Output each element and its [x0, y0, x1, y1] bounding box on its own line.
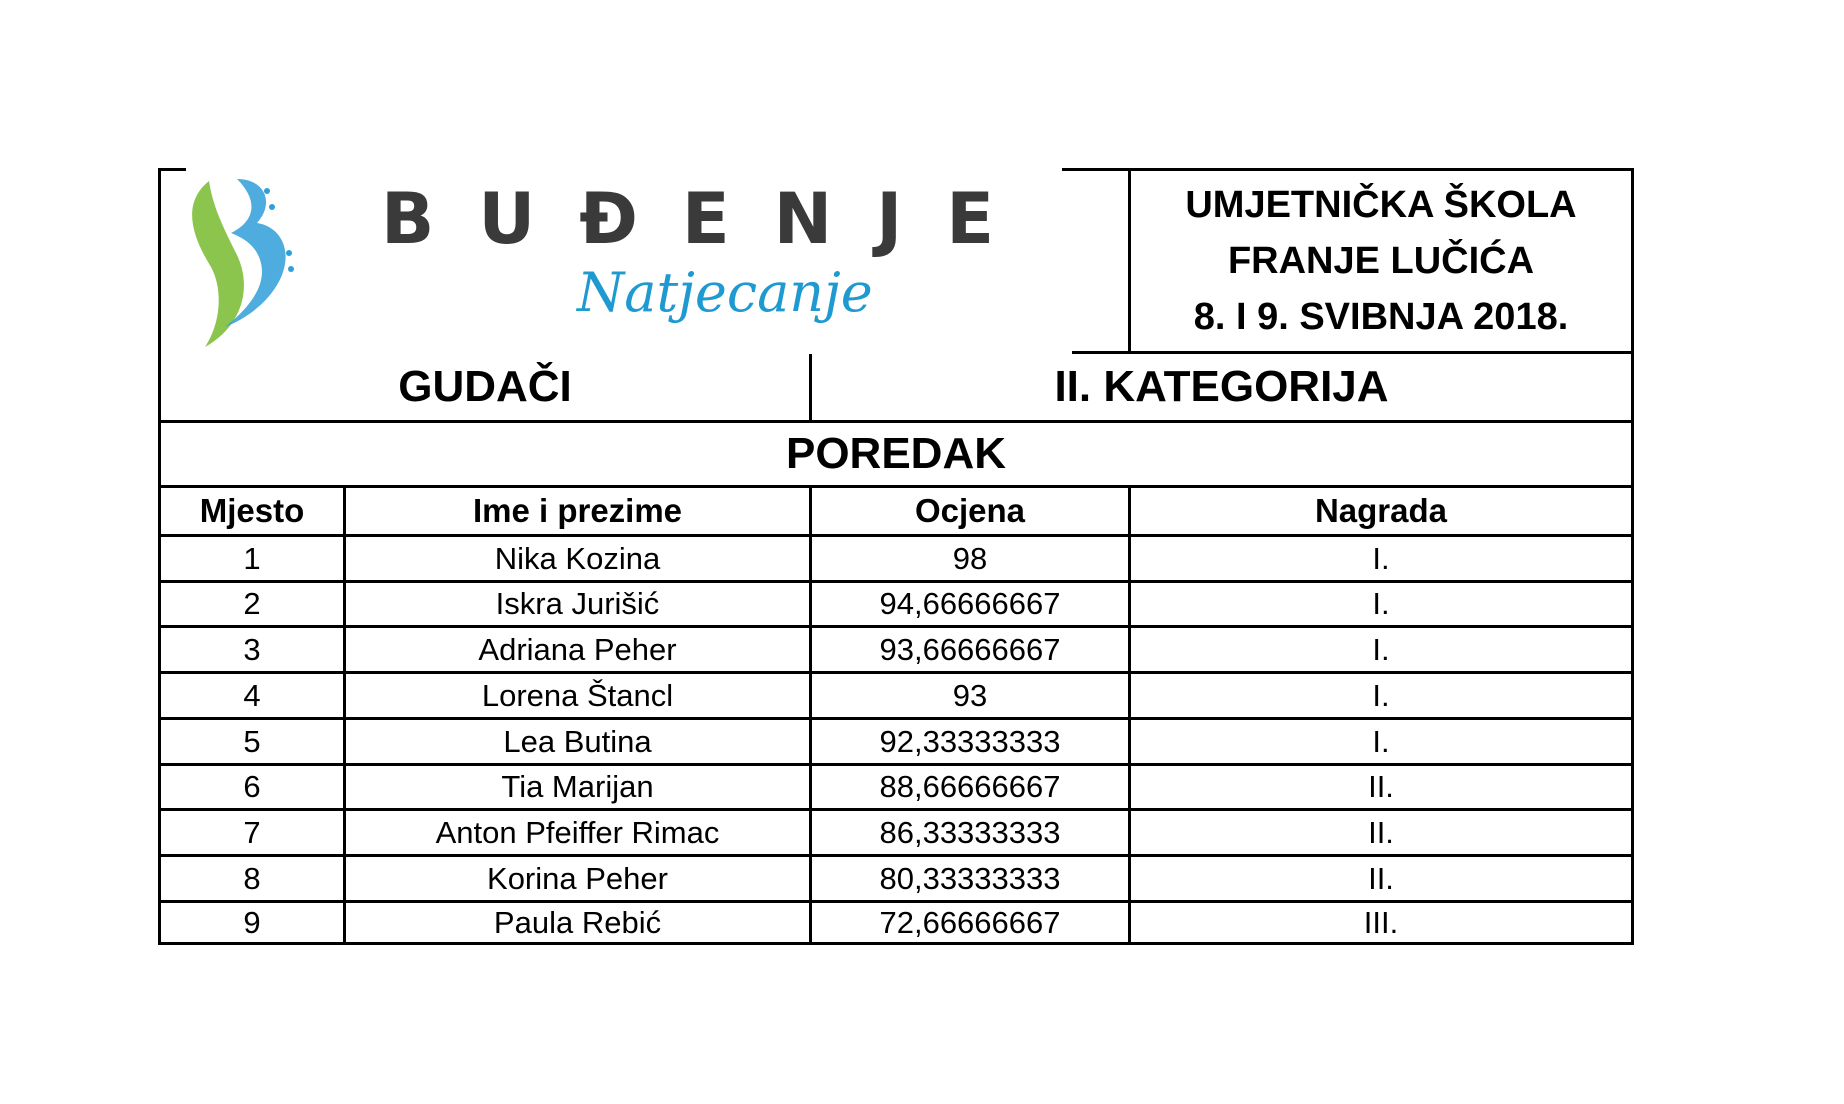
cell-score: 88,66666667 — [879, 769, 1061, 804]
results-sheet — [158, 168, 1634, 945]
competition-logo — [161, 171, 1072, 354]
cell-name: Lorena Štancl — [481, 677, 674, 713]
section-title: POREDAK — [785, 429, 1007, 478]
cell-score: 93 — [952, 677, 988, 713]
cell-place: 7 — [243, 814, 261, 850]
cell-place: 9 — [243, 904, 261, 940]
cell-award: I. — [1372, 540, 1390, 576]
cell-name: Iskra Jurišić — [495, 586, 660, 621]
logo-wordmark: BUĐENJE — [381, 178, 1039, 260]
cell-place: 5 — [243, 723, 261, 759]
cell-award: II. — [1368, 769, 1394, 804]
cell-name: Lea Butina — [503, 723, 652, 759]
cell-name: Anton Pfeiffer Rimac — [435, 814, 720, 850]
column-header-score: Ocjena — [914, 492, 1026, 529]
cell-name: Tia Marijan — [501, 769, 654, 804]
competition-date: 8. I 9. SVIBNJA 2018. — [1193, 296, 1569, 338]
cell-score: 98 — [952, 540, 988, 576]
cell-score: 72,66666667 — [879, 904, 1061, 940]
column-header-name: Ime i prezime — [472, 492, 683, 529]
cell-award: III. — [1363, 904, 1399, 940]
school-info — [1131, 171, 1631, 351]
cell-name: Paula Rebić — [493, 904, 662, 940]
cell-award: II. — [1368, 860, 1394, 896]
cell-score: 80,33333333 — [879, 860, 1061, 896]
border-line — [158, 942, 1634, 945]
cell-score: 86,33333333 — [879, 814, 1061, 850]
cell-place: 6 — [243, 769, 261, 804]
column-header-award: Nagrada — [1314, 492, 1448, 529]
logo-graphic — [161, 171, 1072, 354]
cell-name: Adriana Peher — [478, 631, 677, 667]
column-header-place: Mjesto — [199, 492, 305, 529]
cell-name: Nika Kozina — [494, 540, 661, 576]
school-name-line2: FRANJE LUČIĆA — [1227, 240, 1535, 282]
cell-place: 1 — [243, 540, 261, 576]
cell-place: 3 — [243, 631, 261, 667]
cell-name: Korina Peher — [487, 860, 668, 896]
cell-award: I. — [1372, 677, 1390, 713]
cell-award: II. — [1368, 814, 1394, 850]
cell-score: 94,66666667 — [879, 586, 1061, 621]
cell-place: 4 — [243, 677, 261, 713]
cell-place: 8 — [243, 860, 261, 896]
cell-score: 92,33333333 — [879, 723, 1061, 759]
cell-place: 2 — [243, 586, 261, 621]
cell-award: I. — [1372, 723, 1390, 759]
cell-award: I. — [1372, 631, 1390, 667]
school-name-line1: UMJETNIČKA ŠKOLA — [1185, 184, 1577, 226]
category-title: II. KATEGORIJA — [1054, 362, 1389, 411]
discipline-title: GUDAČI — [398, 362, 572, 411]
cell-score: 93,66666667 — [879, 631, 1061, 667]
border-line — [1631, 168, 1634, 945]
cell-award: I. — [1372, 586, 1390, 621]
logo-subtitle: Natjecanje — [577, 261, 873, 324]
